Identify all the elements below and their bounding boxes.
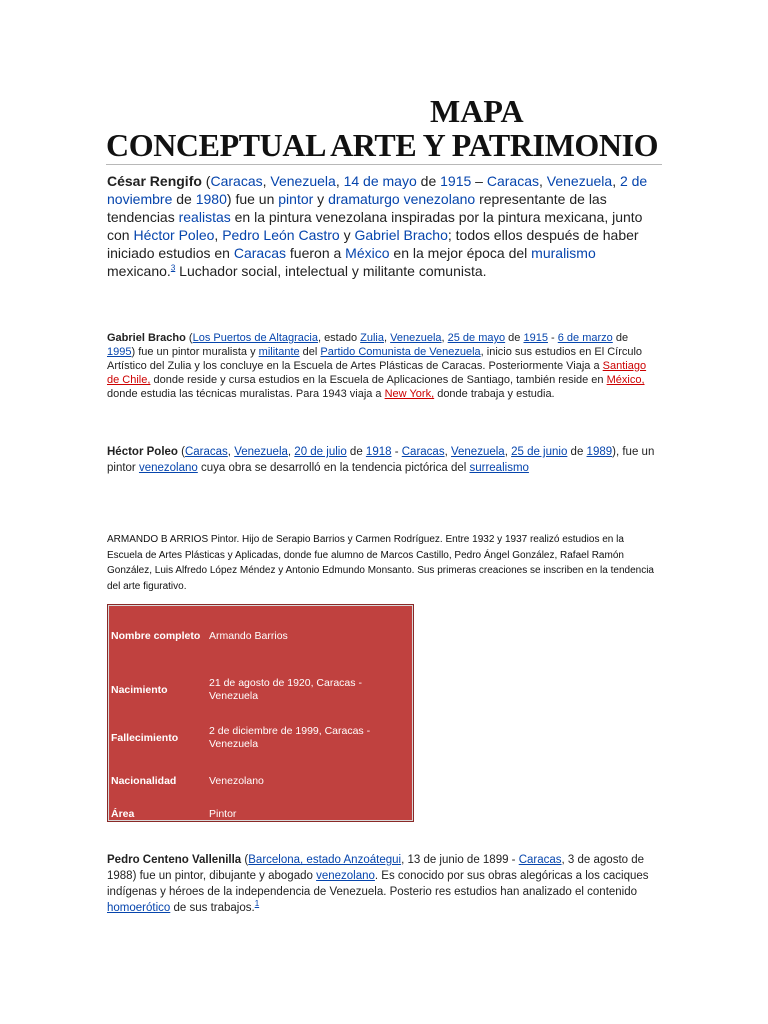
text: , inicio sus estudios en El Círculo Artístico del Zulia y los concluye en la Escuela de Artes Plásticas de Caracas. Posteriormente Viaja a — [107, 346, 643, 372]
text: de — [567, 446, 587, 458]
text: fueron a — [286, 245, 346, 261]
link-death-year[interactable]: 1980 — [195, 191, 227, 207]
link-caracas[interactable]: Caracas — [184, 446, 228, 458]
link-mexico[interactable]: México — [345, 245, 390, 261]
text: , — [612, 173, 620, 189]
text: ( — [185, 332, 193, 344]
link-birth-date[interactable]: 14 de mayo — [343, 173, 417, 189]
infobox-key: Fallecimiento — [111, 731, 179, 744]
paragraph-cesar-rengifo — [107, 172, 667, 280]
link-pintor[interactable]: pintor — [278, 191, 314, 207]
text: - — [391, 446, 402, 458]
text: ) fue un pintor muralista y — [131, 346, 259, 358]
link-new-york[interactable]: New York, — [384, 388, 435, 400]
text: y — [313, 191, 329, 207]
paragraph-armando-barrios: ARMANDO B ARRIOS Pintor. Hijo de Serapio Barrios y Carmen Rodríguez. Entre 1932 y 1937 realizó estudios en la Escuela de Artes Plásticas y Aplicadas, donde fue alumno de Marcos Castillo, Pedro Ángel González, Rafael Ramón González, Luis Alfredo López Méndez y Antonio Edmundo Monsanto. Sus primeras creaciones se inscriben en la tendencia del arte figurativo. — [107, 534, 654, 592]
infobox-value: Venezolano — [209, 774, 264, 787]
infobox-armando-barrios — [107, 604, 414, 822]
link-homoerotico[interactable]: homoerótico — [107, 902, 171, 914]
link-barcelona[interactable]: Barcelona, estado Anzoátegui — [248, 854, 402, 866]
text: en la mejor época del — [389, 245, 532, 261]
text: . Es conocido por sus obras alegóricas a los caciques indígenas y héroes de la independencia de Venezuela. Posterio res estudios han analizado el contenido — [107, 870, 649, 898]
infobox-value: Pintor — [209, 808, 237, 820]
link-death-date[interactable]: 6 de marzo — [557, 332, 613, 344]
reference-link[interactable]: 3 — [170, 263, 176, 273]
person-name: Pedro Centeno Vallenilla — [107, 854, 242, 866]
paragraph-pedro-centeno — [107, 852, 655, 916]
table-row — [108, 799, 413, 824]
title-divider — [106, 164, 662, 165]
link-death-year[interactable]: 1995 — [107, 346, 132, 358]
infobox-key: Nacionalidad — [111, 774, 177, 787]
infobox-key: Área — [111, 808, 135, 820]
table-row — [108, 763, 413, 799]
link-hector-poleo[interactable]: Héctor Poleo — [133, 227, 215, 243]
link-birth-date[interactable]: 25 de mayo — [447, 332, 506, 344]
paragraph-gabriel-bracho — [107, 331, 657, 401]
text: , 3 de agosto de 1988) fue un pintor, dibujante y abogado — [107, 854, 645, 882]
link-zulia[interactable]: Zulia — [360, 332, 384, 344]
link-venezuela[interactable]: Venezuela — [390, 332, 442, 344]
link-birth-year[interactable]: 1918 — [365, 446, 392, 458]
text: , — [287, 446, 295, 458]
text: Luchador social, intelectual y militante comunista. — [175, 263, 487, 279]
text: - — [547, 332, 558, 344]
infobox-value: Armando Barrios — [209, 629, 288, 642]
text: ( — [177, 446, 185, 458]
link-dramaturgo[interactable]: dramaturgo — [328, 191, 400, 207]
link-realistas[interactable]: realistas — [178, 209, 231, 225]
link-venezuela[interactable]: Venezuela — [546, 173, 613, 189]
link-venezolano[interactable]: venezolano — [403, 191, 476, 207]
text: de — [505, 332, 524, 344]
text: ( — [201, 173, 211, 189]
link-surrealismo[interactable]: surrealismo — [469, 462, 529, 474]
link-pedro-leon-castro[interactable]: Pedro León Castro — [222, 227, 340, 243]
link-puertos-altagracia[interactable]: Los Puertos de Altagracia — [192, 332, 318, 344]
link-caracas[interactable]: Caracas — [518, 854, 562, 866]
link-partido-comunista[interactable]: Partido Comunista de Venezuela — [320, 346, 481, 358]
text: de sus trabajos. — [170, 902, 255, 914]
text: , estado — [317, 332, 361, 344]
link-mexico[interactable]: México, — [606, 374, 645, 386]
link-birth-year[interactable]: 1915 — [440, 173, 472, 189]
link-venezolano[interactable]: venezolano — [316, 870, 375, 882]
text: mexicano. — [107, 263, 171, 279]
text: , — [227, 446, 235, 458]
link-gabriel-bracho[interactable]: Gabriel Bracho — [354, 227, 448, 243]
text: ) fue un — [226, 191, 279, 207]
text: cuya obra se desarrolló en la tendencia pictórica del — [197, 462, 470, 474]
text: , — [214, 227, 223, 243]
text: en la pintura venezolana inspiradas por la pintura mexicana, junto con — [107, 209, 643, 243]
infobox-key: Nacimiento — [111, 683, 168, 696]
text: , — [441, 332, 448, 344]
text: , — [539, 173, 547, 189]
person-name: Gabriel Bracho — [107, 332, 186, 344]
infobox-value: 21 de agosto de 1920, Caracas - Venezuela — [209, 677, 362, 702]
link-death-year[interactable]: 1989 — [586, 446, 613, 458]
text: , 13 de junio de 1899 - — [401, 854, 519, 866]
text: de — [612, 332, 629, 344]
text: ; todos ellos después de haber iniciado estudios en — [107, 227, 639, 261]
link-death-date[interactable]: 25 de junio — [511, 446, 568, 458]
text: donde trabaja y estudia. — [434, 388, 555, 400]
title-line-2: CONCEPTUAL ARTE Y PATRIMONIO — [106, 127, 659, 163]
reference-link[interactable]: 1 — [254, 899, 260, 909]
table-row — [108, 667, 413, 713]
link-birth-year[interactable]: 1915 — [523, 332, 548, 344]
text: y — [339, 227, 355, 243]
link-venezuela[interactable]: Venezuela — [270, 173, 336, 189]
text: de — [416, 173, 441, 189]
link-militante[interactable]: militante — [258, 346, 300, 358]
link-venezolano[interactable]: venezolano — [138, 462, 198, 474]
text: , — [262, 173, 271, 189]
text: – — [471, 173, 487, 189]
link-caracas[interactable]: Caracas — [210, 173, 263, 189]
text: ( — [241, 854, 249, 866]
link-muralismo[interactable]: muralismo — [531, 245, 596, 261]
table-row — [108, 713, 413, 763]
infobox-value: 2 de diciembre de 1999, Caracas - Venezuela — [209, 725, 371, 750]
text: , — [444, 446, 451, 458]
person-name: Héctor Poleo — [107, 446, 178, 458]
link-caracas[interactable]: Caracas — [486, 173, 539, 189]
person-name: César Rengifo — [107, 173, 202, 189]
infobox-key: Nombre completo — [111, 629, 201, 642]
link-death-date[interactable]: 2 de noviembre — [107, 173, 648, 207]
text: representante de las tendencias — [107, 191, 607, 225]
text: , — [504, 446, 512, 458]
text: ), fue un pintor — [107, 446, 655, 474]
link-santiago-de-chile[interactable]: Santiago de Chile, — [107, 360, 647, 386]
text: donde reside y cursa estudios en la Escuela de Aplicaciones de Santiago, también reside en — [150, 374, 607, 386]
text: del — [299, 346, 321, 358]
text: , — [384, 332, 391, 344]
title-line-1: MAPA — [430, 93, 524, 129]
page-title — [106, 94, 666, 162]
link-venezuela[interactable]: Venezuela — [234, 446, 288, 458]
table-row — [108, 605, 413, 667]
text: de — [346, 446, 366, 458]
text: donde estudia las técnicas muralistas. Para 1943 viaja a — [107, 388, 385, 400]
infobox-table — [108, 605, 413, 824]
text: de — [172, 191, 196, 207]
text: , — [335, 173, 344, 189]
link-caracas[interactable]: Caracas — [401, 446, 445, 458]
link-birth-date[interactable]: 20 de julio — [294, 446, 347, 458]
link-venezuela[interactable]: Venezuela — [450, 446, 505, 458]
paragraph-hector-poleo — [107, 444, 667, 476]
link-caracas[interactable]: Caracas — [233, 245, 287, 261]
